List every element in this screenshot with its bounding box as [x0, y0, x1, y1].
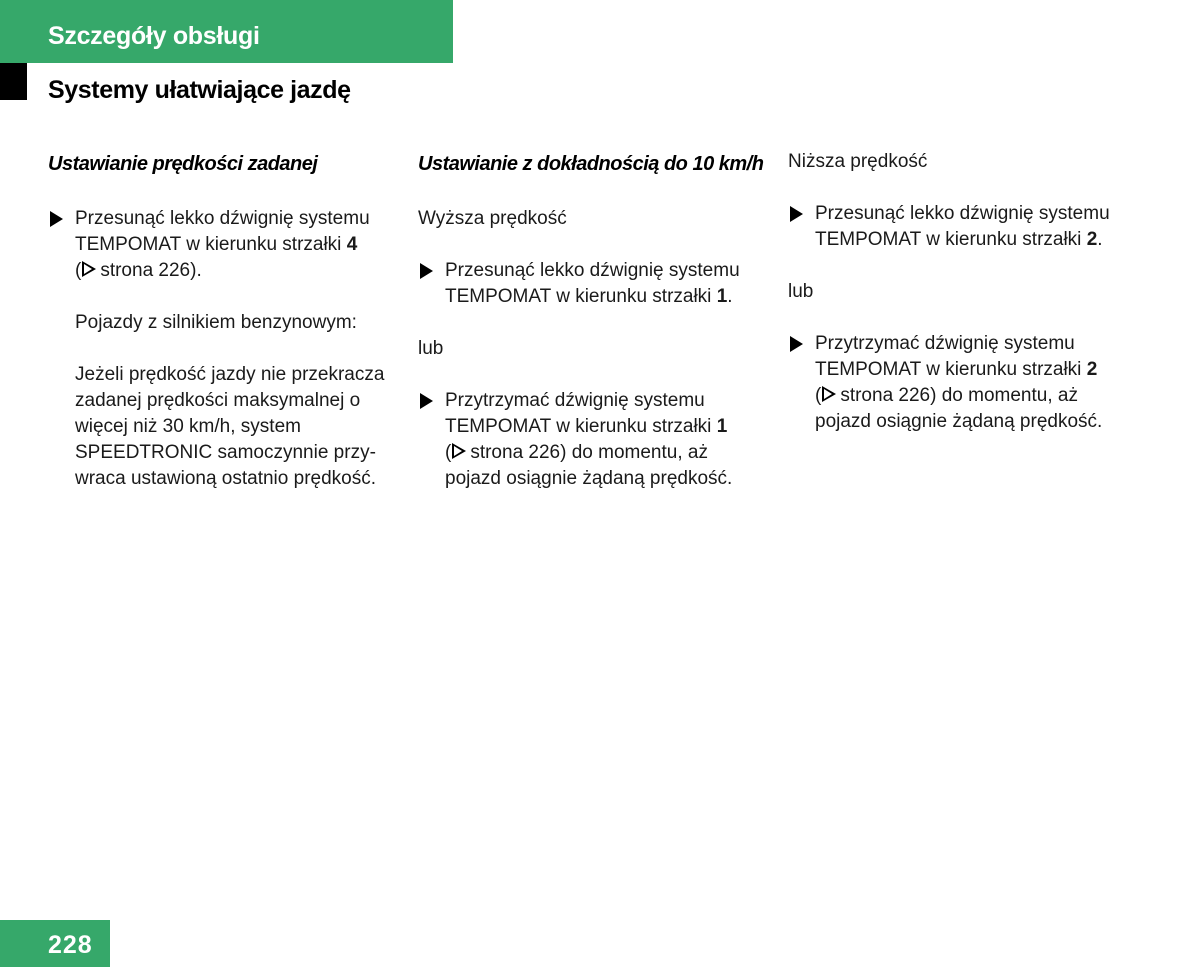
bullet-arrow-icon — [420, 263, 433, 279]
page-reference-icon — [82, 261, 96, 277]
label-lower-speed: Niższa prędkość — [788, 151, 928, 172]
page-title: Systemy ułatwiające jazdę — [48, 76, 351, 104]
or-label: lub — [788, 281, 814, 302]
page-reference-icon — [452, 443, 466, 459]
instruction-step — [48, 206, 398, 284]
label-higher-speed: Wyższa prędkość — [418, 208, 567, 229]
section-title: Szczegóły obsługi — [48, 22, 260, 50]
page-reference-link[interactable]: strona 226). — [100, 260, 202, 281]
paragraph-petrol: Pojazdy z silnikiem benzynowym: — [75, 312, 357, 333]
instruction-step — [788, 331, 1138, 435]
chapter-marker — [0, 63, 27, 100]
page-reference-link[interactable]: strona 226) do momentu, aż pojazd osiągnie żądaną prędkość. — [815, 385, 1103, 432]
bullet-arrow-icon — [420, 393, 433, 409]
bullet-arrow-icon — [790, 206, 803, 222]
arrow-number: 1 — [716, 286, 728, 307]
page-reference-icon — [822, 386, 836, 402]
page-reference-link[interactable]: strona 226) do momentu, aż pojazd osiągnie żądaną prędkość. — [445, 442, 733, 489]
instruction-step — [418, 388, 768, 492]
column-2 — [418, 149, 768, 518]
bullet-arrow-icon — [50, 211, 63, 227]
step-text: Przytrzymać dźwignię systemu TEMPOMAT w kierunku strzałki — [445, 390, 717, 437]
instruction-step — [788, 201, 1138, 253]
step-end: . — [1097, 229, 1103, 250]
bullet-arrow-icon — [790, 336, 803, 352]
step-end: . — [727, 286, 733, 307]
ref-open: ( — [75, 260, 82, 281]
page-number: 228 — [48, 931, 93, 959]
arrow-number: 1 — [716, 416, 728, 437]
step-text: Przesunąć lekko dźwignię systemu TEMPOMAT w kierunku strzałki — [445, 260, 740, 307]
or-label: lub — [418, 338, 444, 359]
step-text: Przesunąć lekko dźwignię systemu TEMPOMAT w kierunku strzałki — [75, 208, 370, 255]
column-3 — [788, 149, 1138, 461]
arrow-number: 2 — [1086, 359, 1098, 380]
step-text: Przytrzymać dźwignię systemu TEMPOMAT w kierunku strzałki — [815, 333, 1087, 380]
paragraph-speedtronic: Jeżeli prędkość jazdy nie przekracza zadanej prędkości maksymalnej o więcej niż 30 km/h, system SPEEDTRONIC samoczynnie przy-wraca ustawioną ostatnio prędkość. — [75, 364, 385, 489]
step-text: Przesunąć lekko dźwignię systemu TEMPOMAT w kierunku strzałki — [815, 203, 1110, 250]
arrow-number: 2 — [1086, 229, 1098, 250]
instruction-step — [418, 258, 768, 310]
heading-set-speed: Ustawianie prędkości zadanej — [48, 153, 318, 175]
arrow-number: 4 — [346, 234, 358, 255]
heading-10kmh: Ustawianie z dokładnością do 10 km/h — [418, 153, 764, 175]
column-1 — [48, 149, 398, 518]
ref-open: ( — [445, 442, 452, 463]
ref-open: ( — [815, 385, 822, 406]
